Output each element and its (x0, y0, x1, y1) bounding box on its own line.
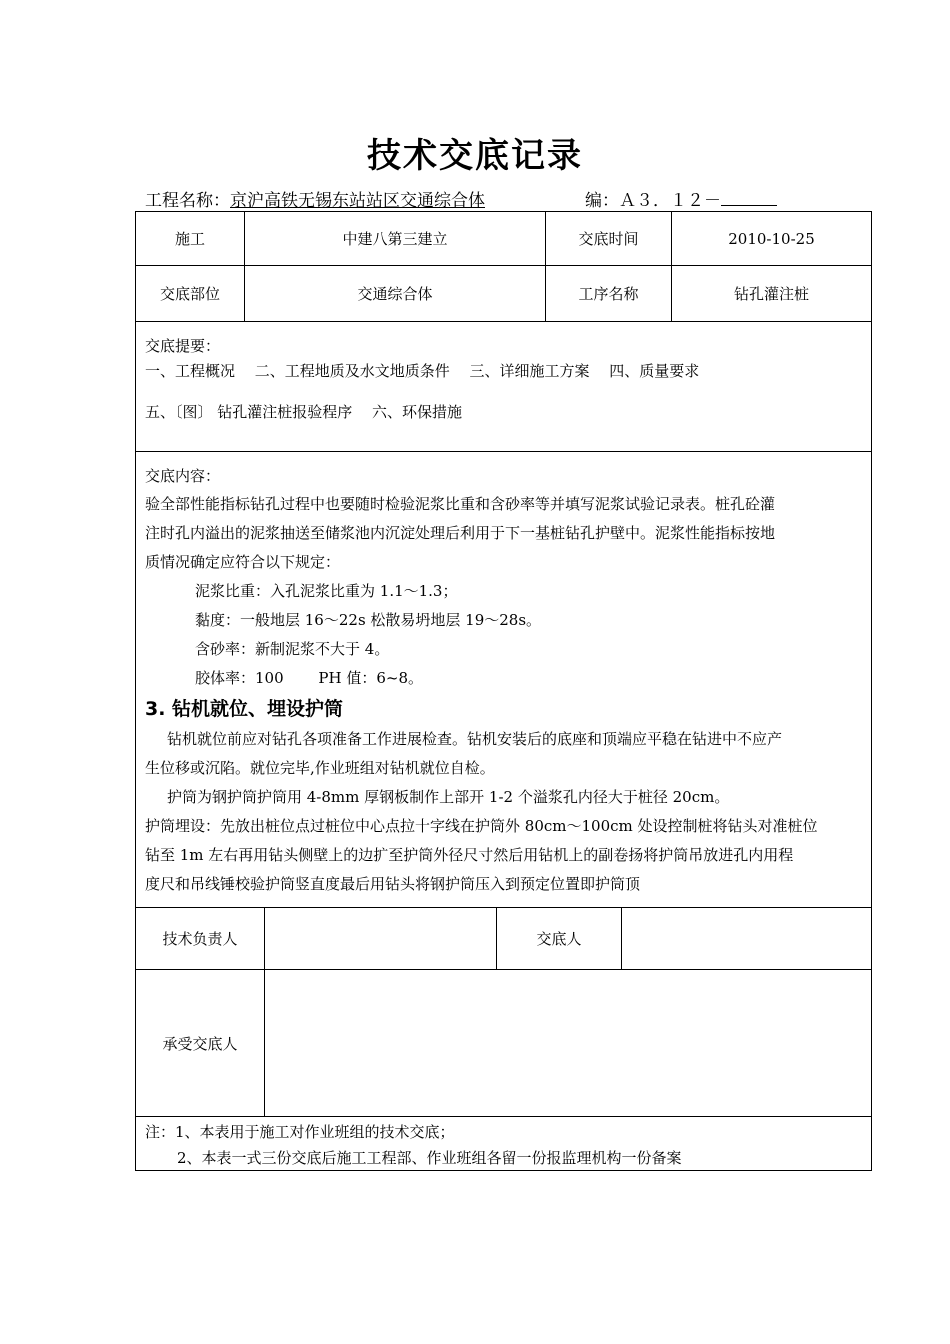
content-line: 护筒埋设：先放出桩位点过桩位中心点拉十字线在护筒外 80cm～100cm 处设控制桩将钻头对准桩位 (145, 817, 818, 835)
disclosure-time-label: 交底时间 (578, 230, 639, 248)
content-line: 质情况确定应符合以下规定： (145, 553, 341, 571)
document-code-label: 编：Ａ３．１２－ (585, 191, 721, 211)
project-label: 工程名称： (145, 191, 230, 211)
note-line: 注：1、本表用于施工对作业班组的技术交底； (145, 1123, 455, 1141)
receiver-signature[interactable] (265, 970, 871, 1116)
note-line: 2、本表一式三份交底后施工工程部、作业班组各留一份报监理机构一份备案 (177, 1149, 682, 1167)
spec-colloid-rate: 胶体率：100 PH 值：6~8。 (195, 669, 423, 687)
summary-line: 一、工程概况 二、工程地质及水文地质条件 三、详细施工方案 四、质量要求 (145, 362, 700, 380)
disclosure-part-label: 交底部位 (159, 285, 220, 303)
content-line: 验全部性能指标钻孔过程中也要随时检验泥浆比重和含砂率等并填写泥浆试验记录表。桩孔砼灌 (145, 495, 776, 513)
notes-section (145, 1119, 867, 1171)
process-name-label: 工序名称 (578, 285, 639, 303)
content-line: 生位移或沉陷。就位完毕,作业班组对钻机就位自检。 (145, 759, 495, 777)
spec-sand-content: 含砂率：新制泥浆不大于 4。 (195, 640, 390, 658)
summary-heading: 交底提要： (145, 337, 221, 355)
project-line (145, 186, 845, 211)
row-divider (135, 1116, 872, 1117)
row-divider (135, 451, 872, 452)
document-code (585, 186, 777, 211)
page-title: 技术交底记录 (367, 136, 583, 176)
disclosure-time-value: 2010-10-25 (728, 229, 815, 248)
tech-lead-label: 技术负责人 (162, 930, 238, 948)
content-section (145, 462, 867, 899)
project-name: 京沪高铁无锡东站站区交通综合体 (230, 191, 485, 211)
spec-viscosity: 黏度：一般地层 16～22s 松散易坍地层 19～28s。 (195, 611, 542, 629)
row-divider (135, 321, 872, 322)
content-line: 注时孔内溢出的泥浆抽送至储浆池内沉淀处理后利用于下一基桩钻孔护壁中。泥浆性能指标按地 (145, 524, 776, 542)
process-name-value: 钻孔灌注桩 (733, 285, 809, 303)
summary-section (145, 333, 867, 424)
discloser-signature[interactable] (622, 908, 871, 969)
receiver-label: 承受交底人 (162, 1034, 238, 1053)
construction-value: 中建八第三建立 (342, 230, 448, 248)
disclosure-part-value: 交通综合体 (357, 285, 433, 303)
tech-lead-signature[interactable] (265, 908, 496, 969)
content-heading: 交底内容： (145, 467, 221, 485)
content-line: 钻机就位前应对钻孔各项准备工作进展检查。钻机安装后的底座和顶端应平稳在钻进中不应产 (167, 730, 783, 748)
document-code-blank[interactable] (721, 191, 777, 206)
spec-density: 泥浆比重：入孔泥浆比重为 1.1～1.3； (195, 582, 458, 600)
construction-label: 施工 (174, 230, 205, 248)
content-line: 度尺和吊线锤校验护筒竖直度最后用钻头将钢护筒压入到预定位置即护筒顶 (145, 875, 641, 893)
content-line: 护筒为钢护筒护筒用 4-8mm 厚钢板制作上部开 1-2 个溢浆孔内径大于桩径 20cm。 (167, 788, 730, 806)
content-line: 钻至 1m 左右再用钻头侧壁上的边扩至护筒外径尺寸然后用钻机上的副卷扬将护筒吊放进孔内用程 (145, 846, 794, 864)
section-heading: 3. 钻机就位、埋设护筒 (145, 698, 344, 720)
discloser-label: 交底人 (536, 930, 582, 948)
summary-line: 五、〔图〕 钻孔灌注桩报验程序 六、环保措施 (145, 403, 463, 421)
